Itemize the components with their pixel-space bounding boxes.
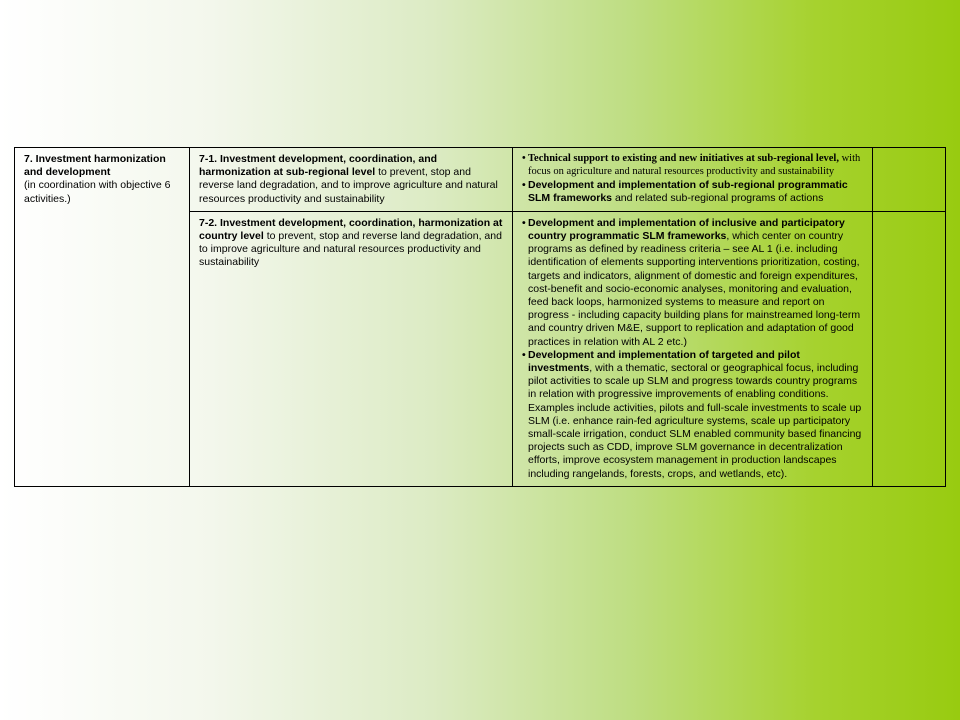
objective-cell <box>15 148 190 487</box>
item-title: Development and implementation of sub-regional programmatic SLM frameworks <box>528 178 848 204</box>
activity-cell <box>190 211 513 486</box>
item-text: , which center on country programs as defined by readiness criteria – see AL 1 (i.e. including identification of elements supporting interventions prioritization, costing, targets and indicators, alignment of domestic and foreign expenditures, cost-benefit and socio-economic analyses, monitoring and evaluation, feed back loops, harmonized systems to measure and report on progress - including capacity building plans for mainstreamed long-term and country driven M&E, support to replication and adaptation of good practices in relation with AL 2 etc.) <box>528 230 861 348</box>
activity-text: to prevent, stop and reverse land degradation, and to improve agriculture and natural resources productivity and sustainability <box>199 230 502 269</box>
list-item <box>522 349 865 481</box>
activity-cell <box>190 148 513 212</box>
output-cell <box>513 148 873 212</box>
item-title: Development and implementation of inclusive and participatory country programmatic SLM frameworks <box>528 216 845 243</box>
activity-title: 7-1. Investment development, coordination, and harmonization at sub-regional level <box>199 153 438 179</box>
list-item <box>522 217 865 349</box>
item-text: and related sub-regional programs of actions <box>612 191 824 204</box>
activity-text: to prevent, stop and reverse land degradation, and to improve agriculture and natural resources productivity and sustainability <box>199 166 498 205</box>
empty-cell <box>873 211 946 486</box>
objective-title: 7. Investment harmonization and development <box>24 153 166 179</box>
list-item <box>522 153 865 179</box>
objective-note: (in coordination with objective 6 activities.) <box>24 179 171 205</box>
list-item <box>522 179 865 205</box>
item-text: , with a thematic, sectoral or geographical focus, including pilot activities to scale up SLM and progress towards country programs in relation with progressive improvements of enabling conditions. Examples include activities, pilots and full-scale investments to scale up SLM (i.e. enhance rain-fed agriculture systems, scale up participatory small-scale irrigation, conduct SLM enabled community based financing projects such as CDD, improve SLM governance in decentralization efforts, improve ecosystem management in production landscapes including rangelands, forests, crops, and wetlands, etc). <box>528 362 862 480</box>
output-cell <box>513 211 873 486</box>
empty-cell <box>873 148 946 212</box>
activity-table <box>14 147 946 487</box>
item-title: Development and implementation of targeted and pilot investments <box>528 348 800 375</box>
table-row <box>15 148 946 212</box>
item-title: Technical support to existing and new initiatives at sub-regional level, <box>528 153 839 164</box>
activity-title: 7-2. Investment development, coordination, harmonization at country level <box>199 216 503 243</box>
item-text: with focus on agriculture and natural resources productivity and sustainability <box>528 153 861 177</box>
